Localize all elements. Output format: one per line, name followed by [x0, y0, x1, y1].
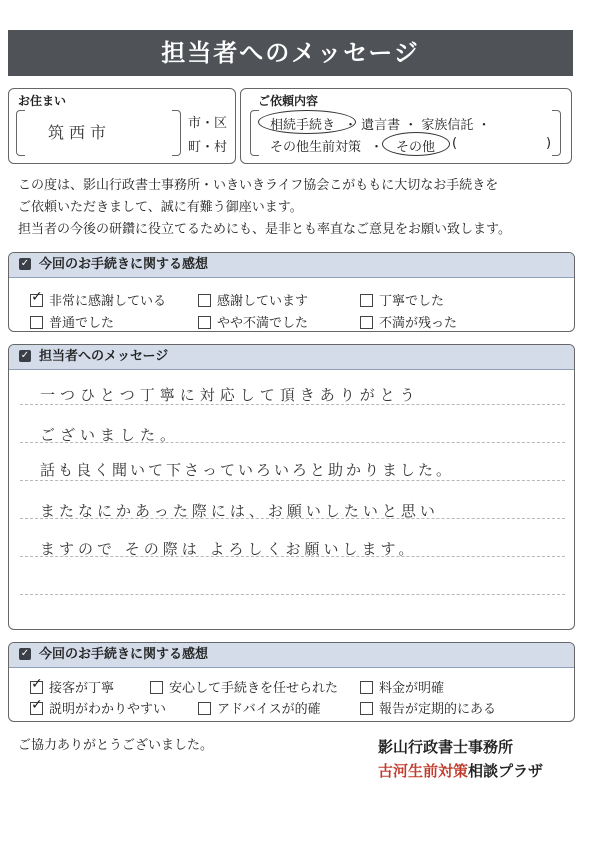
service-title: 今回のお手続きに関する感想	[39, 647, 209, 662]
checkbox-icon[interactable]	[360, 294, 373, 307]
impression-option-5[interactable]	[198, 312, 308, 331]
checkbox-icon[interactable]	[30, 316, 43, 329]
checkbox-icon: ✓	[20, 258, 30, 269]
checkbox-icon: ✓	[20, 350, 30, 361]
checkbox-icon[interactable]	[360, 681, 373, 694]
checkbox-checked-icon[interactable]	[30, 681, 43, 694]
intro-line-2: ご依頼いただきまして、誠に有難う御座います。	[18, 200, 303, 215]
message-header	[9, 345, 574, 370]
request-separator: ・	[370, 140, 384, 155]
option-label: 不満が残った	[379, 316, 458, 331]
request-option-pre-death[interactable]: その他生前対策	[270, 140, 362, 155]
message-line-3[interactable]: 話も良く聞いて下さっていろいろと助かりました。	[40, 461, 455, 479]
request-circle-inheritance	[258, 110, 356, 134]
page-title: 担当者へのメッセージ	[8, 30, 573, 76]
plaza-name-black: 相談プラザ	[468, 762, 544, 780]
impression-option-6[interactable]	[360, 312, 457, 331]
service-header	[9, 643, 574, 668]
service-option-6[interactable]	[360, 698, 496, 717]
intro-line-1: この度は、影山行政書士事務所・いきいきライフ協会こがももに大切なお手続きを	[18, 178, 499, 193]
option-label: 接客が丁寧	[49, 681, 115, 696]
intro-line-3: 担当者の今後の研鑽に役立てるためにも、是非とも率直なご意見をお願い致します。	[18, 222, 511, 237]
request-options-line1: ・ 遺言書 ・ 家族信託 ・	[344, 118, 491, 133]
message-line-1[interactable]: 一つひとつ丁寧に対応して頂きありがとう	[40, 386, 420, 404]
plaza-name	[378, 760, 543, 781]
message-line-2[interactable]: ございました。	[40, 426, 181, 444]
option-label: アドバイスが的確	[217, 702, 321, 717]
impression-option-2[interactable]	[198, 290, 308, 309]
option-label: 料金が明確	[379, 681, 445, 696]
checkbox-icon[interactable]	[360, 702, 373, 715]
service-option-5[interactable]	[198, 698, 321, 717]
address-value[interactable]: 筑西市	[48, 123, 112, 142]
option-label: 非常に感謝している	[49, 294, 167, 309]
address-suffix-city: 市・区	[188, 116, 228, 131]
request-circle-other	[382, 132, 450, 156]
request-bracket-left	[250, 110, 259, 156]
request-paren-open: (	[452, 136, 458, 151]
impression-option-3[interactable]	[360, 290, 444, 309]
checkbox-icon[interactable]	[198, 316, 211, 329]
option-label: 丁寧でした	[379, 294, 445, 309]
option-label: 安心して手続きを任せられた	[169, 681, 339, 696]
service-option-4[interactable]	[30, 698, 166, 717]
plaza-name-red: 古河生前対策	[378, 762, 469, 780]
impression-option-4[interactable]	[30, 312, 114, 331]
request-paren-close: )	[546, 136, 552, 151]
option-label: 普通でした	[49, 316, 115, 331]
checkbox-icon[interactable]	[198, 294, 211, 307]
message-line-4[interactable]: またなにかあった際には、お願いしたいと思い	[40, 502, 439, 520]
service-option-1[interactable]	[30, 677, 114, 696]
option-label: 説明がわかりやすい	[49, 702, 167, 717]
request-option-inheritance[interactable]: 相続手続き	[270, 118, 336, 133]
impression-option-1[interactable]	[30, 290, 166, 309]
checkbox-icon[interactable]	[150, 681, 163, 694]
office-name: 影山行政書士事務所	[378, 738, 514, 756]
address-label: お住まい	[18, 94, 67, 108]
message-rule	[20, 594, 565, 595]
request-label: ご依頼内容	[258, 94, 319, 108]
address-bracket-left	[16, 110, 25, 156]
checkbox-checked-icon[interactable]	[30, 702, 43, 715]
message-title: 担当者へのメッセージ	[39, 349, 169, 364]
service-option-3[interactable]	[360, 677, 444, 696]
impression-header	[9, 253, 574, 278]
message-rule	[20, 480, 565, 481]
address-suffix-town: 町・村	[188, 140, 228, 155]
service-option-2[interactable]	[150, 677, 338, 696]
impression-title: 今回のお手続きに関する感想	[39, 257, 209, 272]
closing-text: ご協力ありがとうございました。	[18, 738, 214, 753]
option-label: 報告が定期的にある	[379, 702, 497, 717]
address-bracket-right	[172, 110, 181, 156]
request-bracket-right	[552, 110, 561, 156]
checkbox-icon[interactable]	[198, 702, 211, 715]
checkbox-checked-icon[interactable]	[30, 294, 43, 307]
checkbox-icon[interactable]	[360, 316, 373, 329]
checkbox-icon: ✓	[20, 648, 30, 659]
message-line-5[interactable]: ますので その際は よろしくお願いします。	[40, 540, 418, 558]
request-option-other[interactable]: その他	[396, 140, 436, 155]
option-label: やや不満でした	[217, 316, 309, 331]
option-label: 感謝しています	[217, 294, 309, 309]
